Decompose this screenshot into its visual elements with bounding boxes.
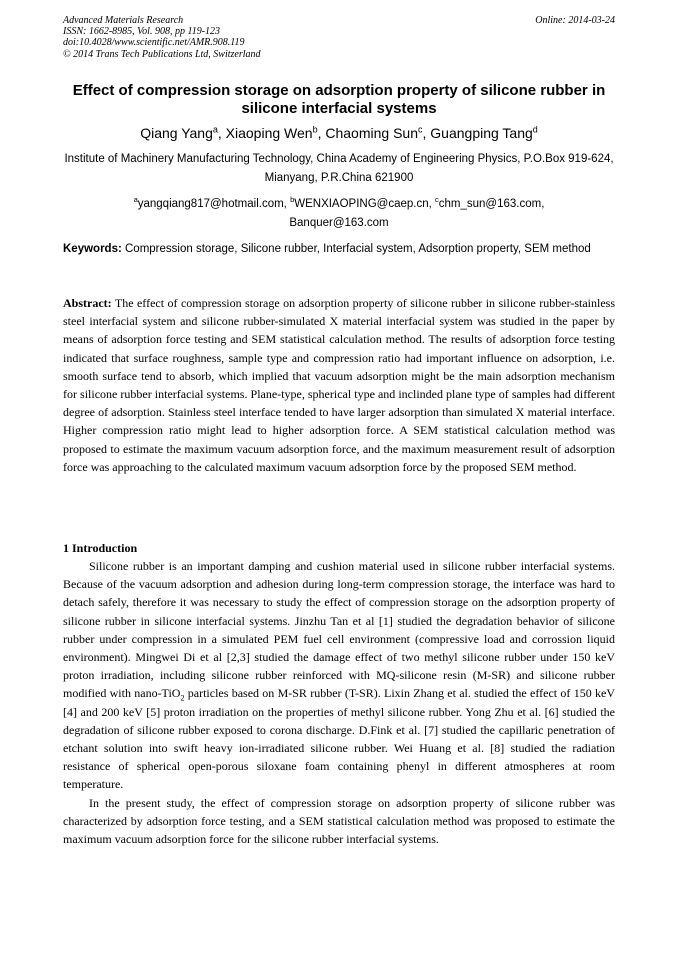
keywords-label: Keywords:: [63, 243, 122, 255]
author-name: Qiang Yang: [140, 125, 213, 141]
email-mark: a: [133, 195, 138, 205]
author-name: Chaoming Sun: [325, 125, 418, 141]
intro-paragraph: In the present study, the effect of compression storage on adsorption property of silicone rubber was characterized by adsorption force testing, and a SEM statistical calculation method was proposed to estimate the maximum vacuum adsorption force for the silicone rubber interfacial systems.: [63, 795, 615, 847]
email-mark: b: [290, 195, 295, 205]
intro-text: particles based on M-SR rubber (T-SR). Lixin Zhang et al. studied the effect of 150 keV [4] and 200 keV [5] proton irradiation on the properties of methyl silicone rubber. Yong Zhu et al. [6] studied the degradation of silicone rubber exposed to corona discharge. D.Fink et al. [7] studied the capillaric penetration of etchant solution into swift heavy ion-irradiated silicone rubber. Wei Huang et al. [8] studied the radiation resistance of spherical open-porous siloxane foam containing phenyl in different atmospheres at room temperature.: [63, 686, 615, 792]
journal-issn: ISSN: 1662-8985, Vol. 908, pp 119-123: [63, 26, 221, 38]
journal-info: [63, 15, 615, 60]
email-address: WENXIAOPING@caep.cn: [294, 198, 429, 210]
affiliation: Institute of Machinery Manufacturing Technology, China Academy of Engineering Physics, P.O.Box 919-624, Mianyang, P.R.China 621900: [64, 153, 614, 184]
journal-copyright: © 2014 Trans Tech Publications Ltd, Switzerland: [63, 48, 261, 60]
section-heading: 1 Introduction: [63, 541, 138, 555]
online-date: Online: 2014-03-24: [535, 15, 615, 26]
journal-header: [63, 15, 615, 60]
author-mark: a: [212, 124, 218, 135]
author-name: Guangping Tang: [430, 125, 533, 141]
intro-paragraph: [63, 557, 615, 794]
keywords: [63, 240, 615, 258]
introduction: [63, 557, 615, 848]
paper-title: Effect of compression storage on adsorption property of silicone rubber in silicone interfacial systems: [72, 82, 606, 117]
author-list: Qiang Yang$^a$, Xiaoping Wen$^b$, Chaoming Sun$^c$, Guangping Tang$^d$: [140, 124, 538, 141]
author-name: Xiaoping Wen: [225, 125, 313, 141]
journal-name: Advanced Materials Research: [63, 15, 184, 26]
email-address: yangqiang817@hotmail.com: [137, 198, 284, 210]
author-mark: b: [312, 124, 318, 135]
intro-text: Silicone rubber is an important damping and cushion material used in silicone rubber interfacial systems. Because of the vacuum adsorption and adhesion during long-term compression storage, the interface was hard to detach safely, therefore it was necessary to study the effect of compression storage on the adsorption property of silicone rubber in silicone interfacial systems. Jinzhu Tan et al [1] studied the degradation behavior of silicone rubber under compression in a simulated PEM fuel cell environment (compressive load and corrossion liquid environment). Mingwei Di et al [2,3] studied the damage effect of two methyl silicone rubber under 150 keV proton irradiation, including silicone rubber reinforced with MQ-silicone resin (M-SR) and silicone rubber modified with nano-TiO: [63, 559, 615, 701]
email-list: $^a$yangqiang817@hotmail.com, $^b$WENXIAOPING@caep.cn, $^c$chm_sun@163.com, Banquer@163.com: [133, 195, 545, 229]
abstract-label: Abstract:: [63, 296, 112, 310]
abstract-text: The effect of compression storage on adsorption property of silicone rubber in silicone rubber-stainless steel interfacial system and silicone rubber-simulated X material interfacial system was studied in the paper by means of adsorption force testing and SEM statistical calculation method. The results of adsorption force testing indicated that surface roughness, sample type and compression ratio had important influence on adsorption, i.e. smooth surface tend to absorb, which implied that vacuum adsorption might be the main adsorption mechanism for silicone rubber interfacial systems. Plane-type, spherical type and inclinded plane type of samples had different degree of adsorption. Stainless steel interface tended to have larger adsorption than simulated X material interface. Higher compression ratio might lead to higher adsorption force. A SEM statistical calculation method was proposed to estimate the maximum vacuum adsorption force, and the maximum measurement result of adsorption force was approaching to the calculated maximum vacuum adsorption force by the proposed SEM method.: [63, 296, 615, 474]
email-mark: c: [435, 195, 439, 205]
keywords-text: Compression storage, Silicone rubber, Interfacial system, Adsorption property, SEM method: [125, 243, 591, 255]
email-address: chm_sun@163.com: [438, 198, 542, 210]
abstract: [63, 294, 615, 476]
author-mark: c: [418, 124, 423, 135]
journal-doi: doi:10.4028/www.scientific.net/AMR.908.119: [63, 37, 245, 49]
email-address: Banquer@163.com: [289, 217, 389, 229]
author-mark: d: [532, 124, 538, 135]
subscript: 2: [180, 693, 185, 703]
